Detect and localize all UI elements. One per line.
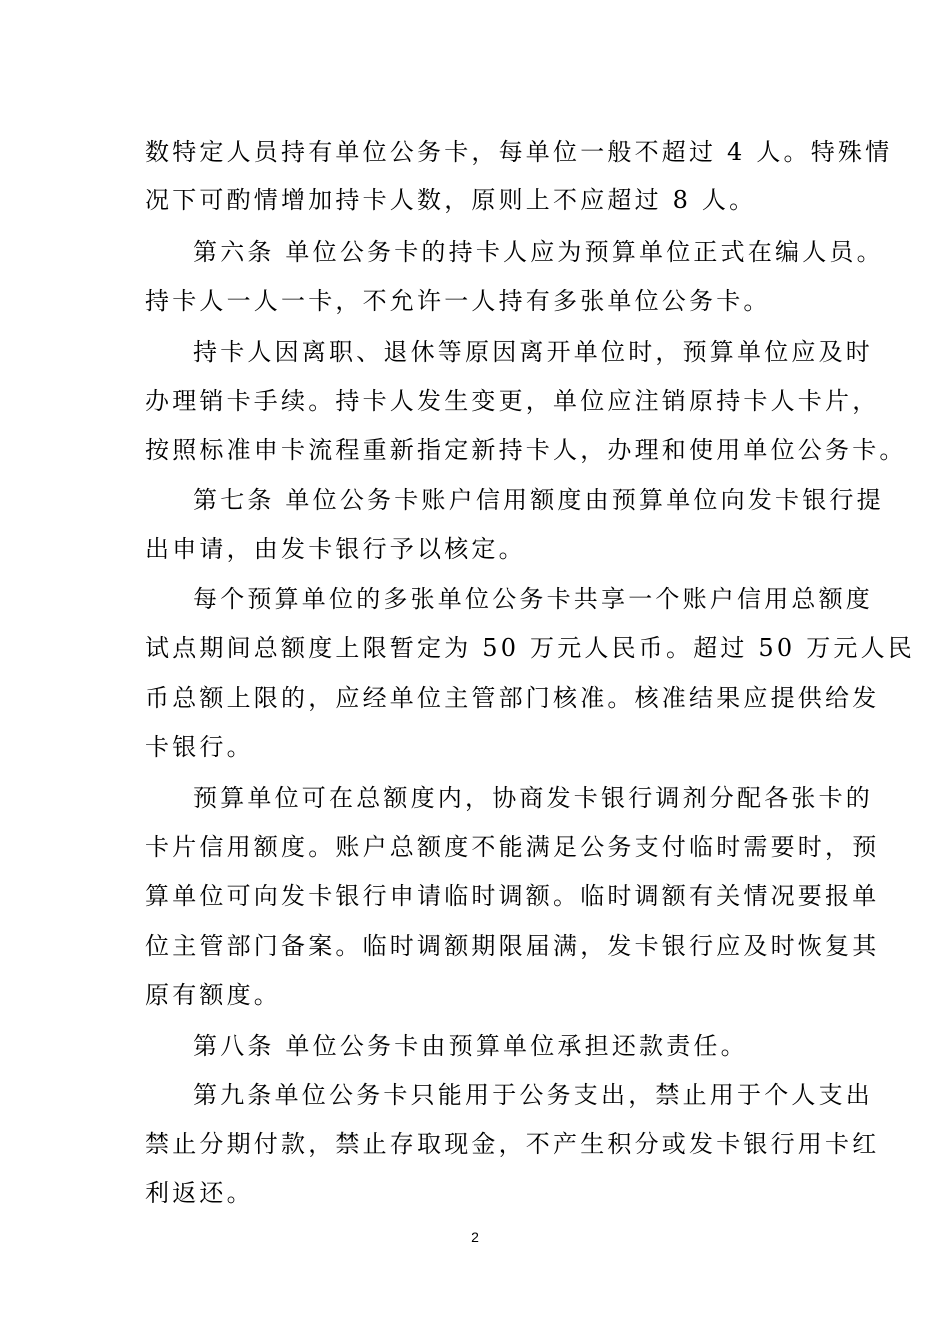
text-line: 卡片信用额度。账户总额度不能满足公务支付临时需要时，预 (145, 833, 880, 861)
text-line: 禁止分期付款，禁止存取现金，不产生积分或发卡银行用卡红 (145, 1130, 880, 1158)
text-line: 试点期间总额度上限暂定为 50 万元人民币。超过 50 万元人民 (145, 634, 915, 662)
paragraph-start-line: 预算单位可在总额度内，协商发卡银行调剂分配各张卡的 (193, 784, 873, 812)
article-6-heading-line: 第六条 单位公务卡的持卡人应为预算单位正式在编人员。 (193, 238, 884, 266)
text-line: 利返还。 (145, 1179, 254, 1207)
text-line: 币总额上限的，应经单位主管部门核准。核准结果应提供给发 (145, 684, 880, 712)
text-line: 数特定人员持有单位公务卡，每单位一般不超过 4 人。特殊情 (145, 138, 893, 166)
text-line: 持卡人一人一卡，不允许一人持有多张单位公务卡。 (145, 287, 771, 315)
text-line: 算单位可向发卡银行申请临时调额。临时调额有关情况要报单 (145, 882, 880, 910)
text-line: 出申请，由发卡银行予以核定。 (145, 535, 526, 563)
paragraph-start-line: 每个预算单位的多张单位公务卡共享一个账户信用总额度 (193, 585, 873, 613)
article-9-heading-line: 第九条单位公务卡只能用于公务支出，禁止用于个人支出 (193, 1081, 873, 1109)
page-number: 2 (471, 1229, 479, 1245)
text-line: 况下可酌情增加持卡人数，原则上不应超过 8 人。 (145, 186, 757, 214)
article-8-heading-line: 第八条 单位公务卡由预算单位承担还款责任。 (193, 1032, 748, 1060)
text-line: 位主管部门备案。临时调额期限届满，发卡银行应及时恢复其 (145, 932, 880, 960)
text-line: 办理销卡手续。持卡人发生变更，单位应注销原持卡人卡片， (145, 387, 880, 415)
text-line: 卡银行。 (145, 733, 254, 761)
text-line: 按照标准申卡流程重新指定新持卡人，办理和使用单位公务卡。 (145, 436, 907, 464)
paragraph-start-line: 持卡人因离职、退休等原因离开单位时，预算单位应及时 (193, 338, 873, 366)
article-7-heading-line: 第七条 单位公务卡账户信用额度由预算单位向发卡银行提 (193, 486, 884, 514)
text-line: 原有额度。 (145, 981, 281, 1009)
